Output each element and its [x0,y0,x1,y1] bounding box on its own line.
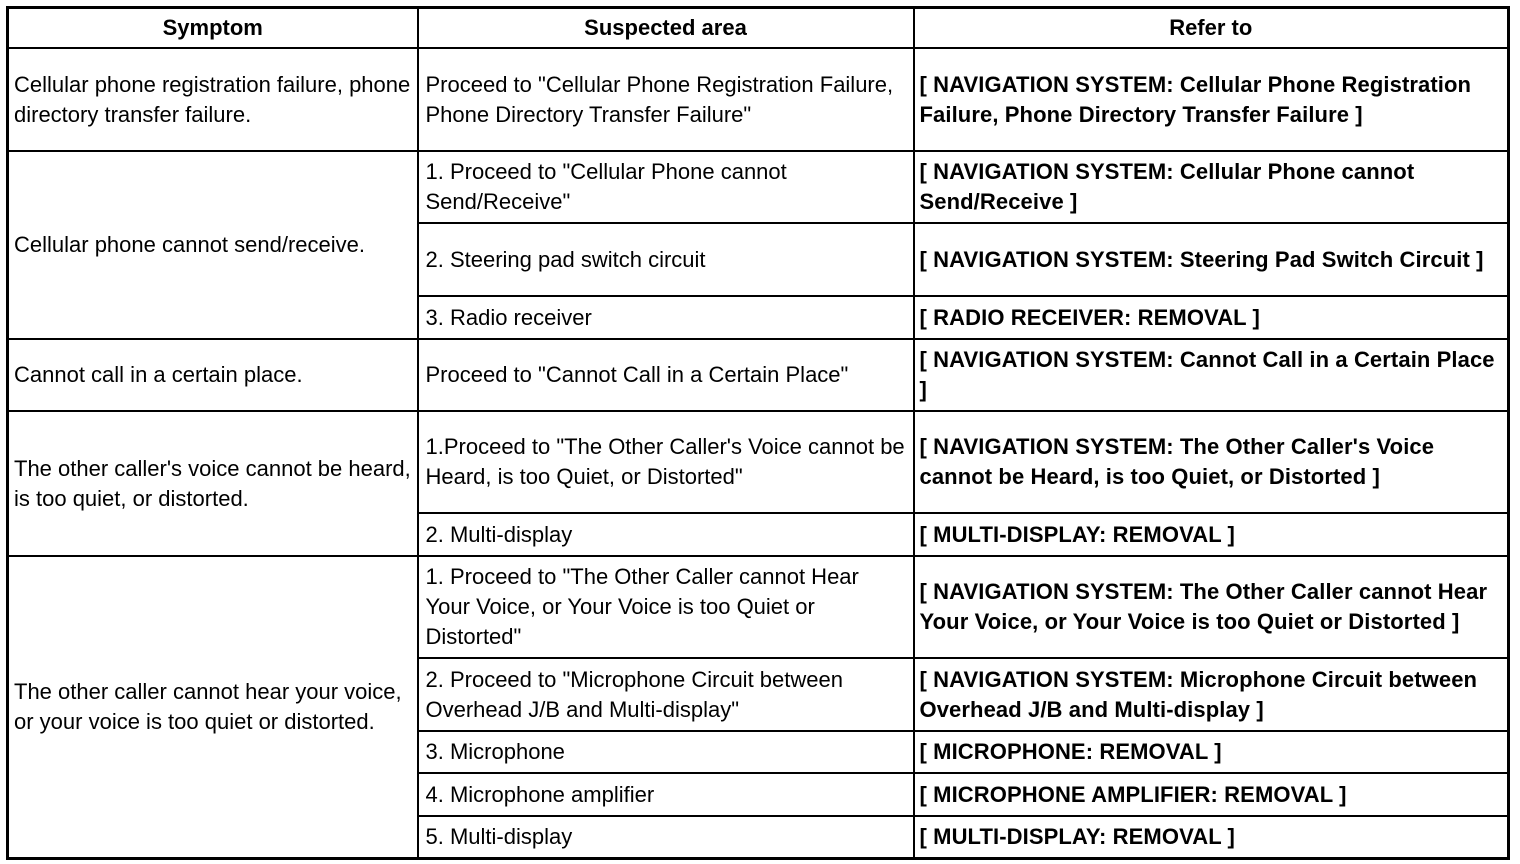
refer-to-link[interactable]: [ NAVIGATION SYSTEM: Microphone Circuit between Overhead J/B and Multi-display ] [914,658,1509,731]
header-suspected-area: Suspected area [418,8,914,49]
refer-to-link[interactable]: [ NAVIGATION SYSTEM: The Other Caller cannot Hear Your Voice, or Your Voice is too Quiet or Distorted ] [914,556,1509,658]
refer-to-link[interactable]: [ NAVIGATION SYSTEM: Cannot Call in a Certain Place ] [914,339,1509,411]
diagnostic-table [6,6,1510,860]
table-row [8,411,1509,513]
refer-to-link[interactable]: [ RADIO RECEIVER: REMOVAL ] [914,296,1509,339]
suspected-area-cell: 2. Steering pad switch circuit [418,223,914,296]
suspected-area-cell: 3. Radio receiver [418,296,914,339]
table-row [8,48,1509,151]
refer-to-link[interactable]: [ MULTI-DISPLAY: REMOVAL ] [914,513,1509,556]
refer-to-link[interactable]: [ MULTI-DISPLAY: REMOVAL ] [914,816,1509,858]
table-row [8,151,1509,223]
suspected-area-cell: 4. Microphone amplifier [418,773,914,816]
refer-to-link[interactable]: [ MICROPHONE: REMOVAL ] [914,731,1509,773]
symptom-cell: The other caller's voice cannot be heard, is too quiet, or distorted. [8,411,418,556]
table-row [8,339,1509,411]
suspected-area-cell: Proceed to "Cannot Call in a Certain Place" [418,339,914,411]
header-refer-to: Refer to [914,8,1509,49]
refer-to-link[interactable]: [ MICROPHONE AMPLIFIER: REMOVAL ] [914,773,1509,816]
suspected-area-cell: 1.Proceed to "The Other Caller's Voice cannot be Heard, is too Quiet, or Distorted" [418,411,914,513]
refer-to-link[interactable]: [ NAVIGATION SYSTEM: Cellular Phone Registration Failure, Phone Directory Transfer Failure ] [914,48,1509,151]
header-row [8,8,1509,49]
suspected-area-cell: 5. Multi-display [418,816,914,858]
suspected-area-cell: 2. Proceed to "Microphone Circuit between Overhead J/B and Multi-display" [418,658,914,731]
symptom-cell: Cellular phone registration failure, phone directory transfer failure. [8,48,418,151]
suspected-area-cell: Proceed to "Cellular Phone Registration Failure, Phone Directory Transfer Failure" [418,48,914,151]
suspected-area-cell: 1. Proceed to "The Other Caller cannot Hear Your Voice, or Your Voice is too Quiet or Distorted" [418,556,914,658]
suspected-area-cell: 1. Proceed to "Cellular Phone cannot Send/Receive" [418,151,914,223]
symptom-cell: Cannot call in a certain place. [8,339,418,411]
symptom-cell: Cellular phone cannot send/receive. [8,151,418,339]
header-symptom: Symptom [8,8,418,49]
symptom-cell: The other caller cannot hear your voice, or your voice is too quiet or distorted. [8,556,418,858]
suspected-area-cell: 3. Microphone [418,731,914,773]
table-row [8,556,1509,658]
refer-to-link[interactable]: [ NAVIGATION SYSTEM: The Other Caller's Voice cannot be Heard, is too Quiet, or Distorted ] [914,411,1509,513]
suspected-area-cell: 2. Multi-display [418,513,914,556]
refer-to-link[interactable]: [ NAVIGATION SYSTEM: Cellular Phone cannot Send/Receive ] [914,151,1509,223]
refer-to-link[interactable]: [ NAVIGATION SYSTEM: Steering Pad Switch Circuit ] [914,223,1509,296]
